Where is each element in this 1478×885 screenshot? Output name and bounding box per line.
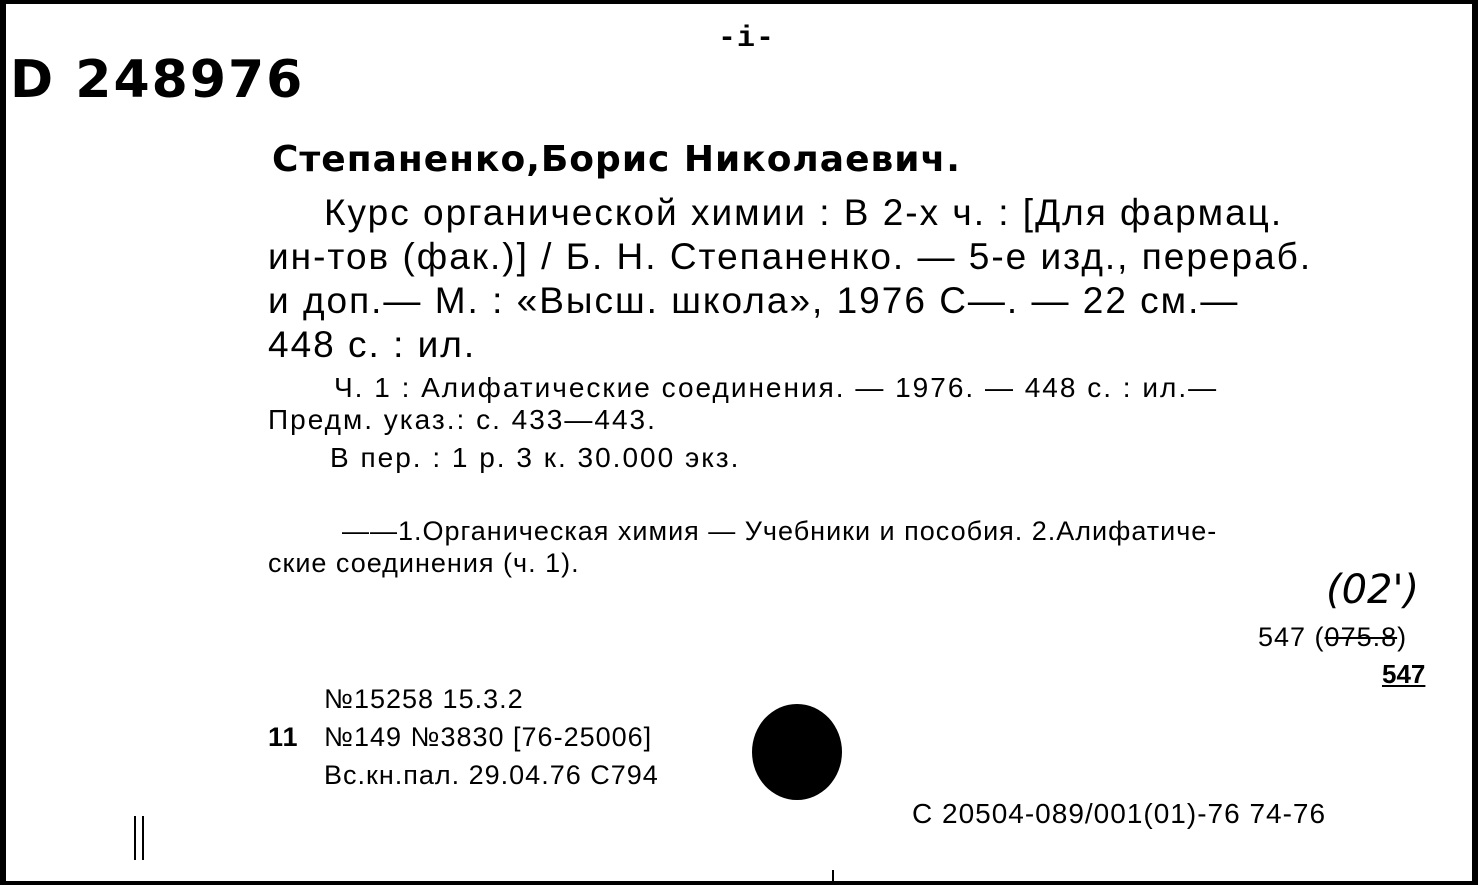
subject-line-1: ——1.Органическая химия — Учебники и пособия. 2.Алифатиче- <box>342 516 1218 546</box>
part-line-2: Предм. указ.: с. 433—443. <box>268 404 657 435</box>
handwritten-mark: (02') <box>1326 567 1420 613</box>
subject-line-2: ские соединения (ч. 1). <box>268 548 580 578</box>
top-mark: -i- <box>718 22 776 56</box>
classification-number <box>1258 622 1407 653</box>
title-line-2: ин-тов (фак.)] / Б. Н. Степаненко. — 5-е изд., перераб. <box>268 236 1313 277</box>
classification-close: ) <box>1397 622 1408 652</box>
title-line-3: и доп.— М. : «Высш. школа», 1976 С—. — 22 см.— <box>268 280 1240 321</box>
stray-mark-bottom <box>832 870 834 884</box>
print-info-line-1: №15258 15.3.2 <box>324 684 524 714</box>
classification-handwritten: 547 <box>1382 659 1426 689</box>
title-line-4: 448 с. : ил. <box>268 324 477 365</box>
punch-hole <box>752 704 842 800</box>
classification-main: 547 ( <box>1258 622 1325 652</box>
price-line: В пер. : 1 р. 3 к. 30.000 экз. <box>330 442 741 473</box>
title-line-1: Курс органической химии : В 2-х ч. : [Для фармац. <box>324 192 1284 233</box>
classification-struck: 075.8 <box>1324 622 1398 652</box>
print-info-line-2: №149 №3830 [76-25006] <box>324 722 653 752</box>
stray-mark-left <box>134 816 144 860</box>
author-heading: Степаненко,Борис Николаевич. <box>272 139 961 180</box>
print-info-line-3: Вс.кн.пал. 29.04.76 С794 <box>324 760 659 790</box>
print-info-prefix: 11 <box>268 722 299 752</box>
part-line-1: Ч. 1 : Алифатические соединения. — 1976. — 448 с. : ил.— <box>334 372 1219 403</box>
bottom-code: С 20504-089/001(01)-76 74-76 <box>912 798 1327 829</box>
call-number: D 248976 <box>10 50 305 110</box>
